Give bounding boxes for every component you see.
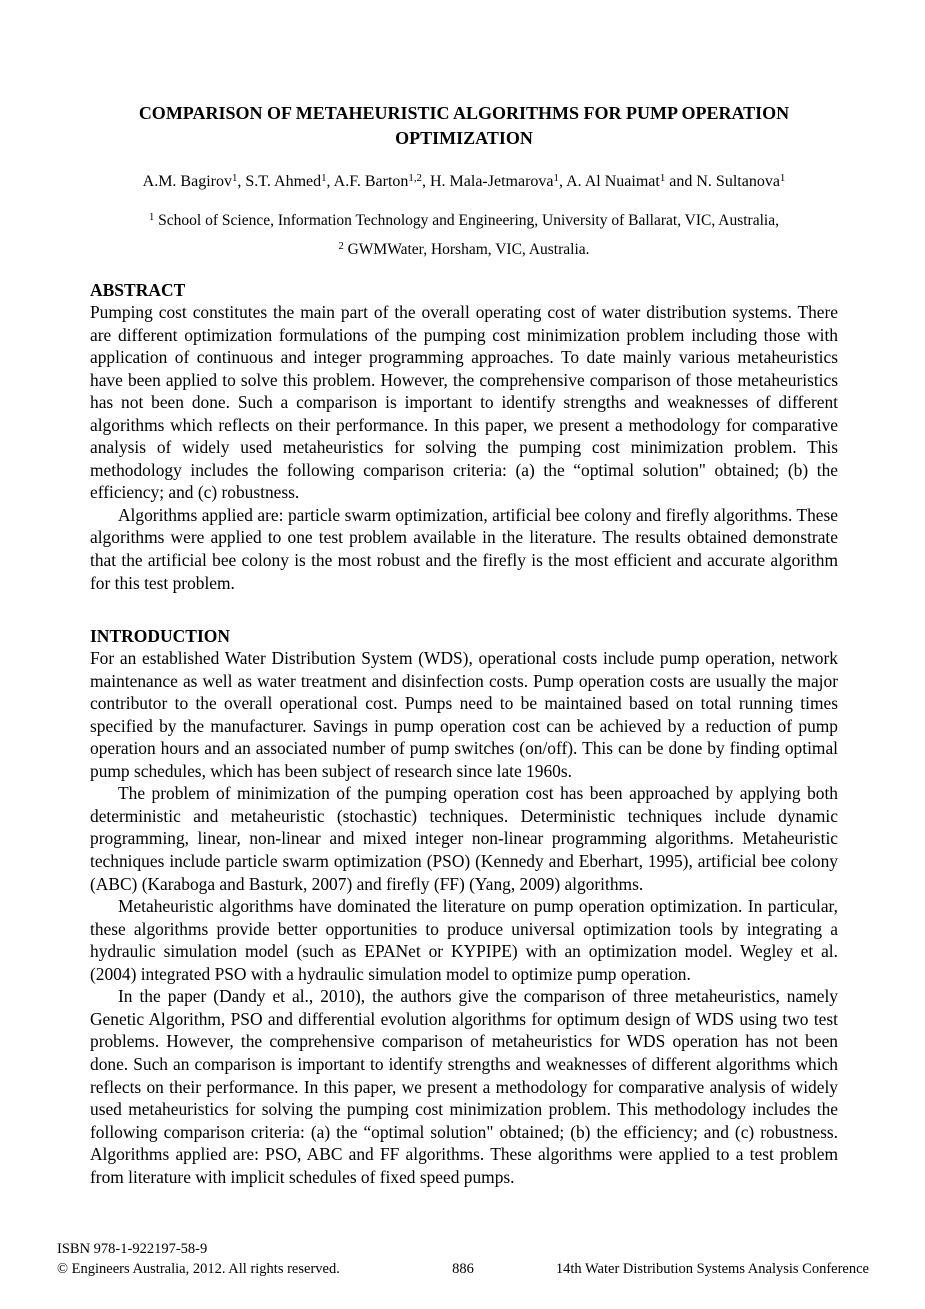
author-name: H. Mala-Jetmarova <box>429 173 554 190</box>
author <box>334 173 430 190</box>
isbn-line: ISBN 978-1-922197-58-9 <box>57 1241 208 1257</box>
page-footer <box>57 1240 869 1279</box>
author-affiliation-mark: 1 <box>321 172 327 185</box>
author-name: A. Al Nuaimat <box>566 173 660 190</box>
author-name: A.F. Barton <box>333 173 409 190</box>
author-separator: , <box>237 173 246 190</box>
introduction-paragraph: In the paper (Dandy et al., 2010), the authors give the comparison of three metaheuristics, namely Genetic Algorithm, PSO and differential evolution algorithms for optimum design of WDS using two test problems. However, the comprehensive comparison of metaheuristics for WDS operation has not been done. Such an comparison is important to identify strengths and weaknesses of different algorithms which reflects on their performance. In this paper, we present a methodology for comparative analysis of widely used metaheuristics for solving the pumping cost minimization problem. This methodology includes the following comparison criteria: (a) the “optimal solution" obtained; (b) the efficiency; and (c) robustness. Algorithms applied are: PSO, ABC and FF algorithms. These algorithms were applied to a test problem from literature with implicit schedules of fixed speed pumps. <box>90 986 838 1187</box>
author-affiliation-mark: 1 <box>779 172 786 185</box>
affiliation-2 <box>90 240 838 260</box>
abstract-heading: ABSTRACT <box>90 280 186 300</box>
author-affiliation-mark: 1 <box>231 172 238 185</box>
affiliation-text: School of Science, Information Technology and Engineering, University of Ballarat, VIC, Australia, <box>154 212 779 229</box>
page-content <box>90 0 838 1188</box>
author-separator: and <box>665 173 697 190</box>
author <box>143 173 246 190</box>
affiliation-mark: 1 <box>149 212 155 224</box>
author-name: N. Sultanova <box>696 173 780 190</box>
author-affiliation-mark: 1,2 <box>408 172 422 185</box>
affiliation-1 <box>90 211 838 231</box>
author-name: S.T. Ahmed <box>245 173 322 190</box>
affiliation-mark: 2 <box>338 241 344 253</box>
author-separator: , <box>421 173 430 190</box>
author-separator: , <box>326 173 334 190</box>
author <box>430 173 566 190</box>
author-affiliation-mark: 1 <box>659 172 666 185</box>
abstract-paragraph: Pumping cost constitutes the main part of the overall operating cost of water distribution systems. There are different optimization formulations of the pumping cost minimization problem including those with application of continuous and integer programming approaches. To date mainly various metaheuristics have been applied to solve this problem. However, the comprehensive comparison of those metaheuristics has not been done. Such a comparison is important to identify strengths and weaknesses of different algorithms which reflects on their performance. In this paper, we present a methodology for comparative analysis of widely used metaheuristics for solving the pumping cost minimization problem. This methodology includes the following comparison criteria: (a) the “optimal solution" obtained; (b) the efficiency; and (c) robustness. <box>90 302 838 503</box>
author <box>566 173 696 190</box>
author <box>245 173 333 190</box>
author-line <box>90 172 838 192</box>
affiliation-text: GWMWater, Horsham, VIC, Australia. <box>343 241 590 258</box>
introduction-heading: INTRODUCTION <box>90 626 231 647</box>
copyright-notice: © Engineers Australia, 2012. All rights reserved. <box>57 1260 340 1277</box>
author-name: A.M. Bagirov <box>142 173 232 190</box>
introduction-paragraph: For an established Water Distribution System (WDS), operational costs include pump operation, network maintenance as well as water treatment and disinfection costs. Pump operation costs are usually the major contributor to the overall operational cost. Pumps need to be maintained based on total running times specified by the manufacturer. Savings in pump operation cost can be achieved by a reduction of pump operation hours and an associated number of pump switches (on/off). This can be done by finding optimal pump schedules, which has been subject of research since late 1960s. <box>90 648 838 781</box>
introduction-paragraph: The problem of minimization of the pumping operation cost has been approached by applying both deterministic and metaheuristic (stochastic) techniques. Deterministic techniques include dynamic programming, linear, non-linear and mixed integer non-linear programming algorithms. Metaheuristic techniques include particle swarm optimization (PSO) (Kennedy and Eberhart, 1995), artificial bee colony (ABC) (Karaboga and Basturk, 2007) and firefly (FF) (Yang, 2009) algorithms. <box>90 783 838 894</box>
page-number: 886 <box>452 1260 474 1277</box>
introduction-paragraph: Metaheuristic algorithms have dominated the literature on pump operation optimization. In particular, these algorithms provide better opportunities to produce universal optimization tools by integrating a hydraulic simulation model (such as EPANet or KYPIPE) with an optimization model. Wegley et al. (2004) integrated PSO with a hydraulic simulation model to optimize pump operation. <box>90 896 838 984</box>
abstract-paragraph: Algorithms applied are: particle swarm optimization, artificial bee colony and firefly algorithms. These algorithms were applied to one test problem available in the literature. The results obtained demonstrate that the artificial bee colony is the most robust and the firefly is the most efficient and accurate algorithm for this test problem. <box>90 504 838 593</box>
author-separator: , <box>558 173 567 190</box>
author <box>696 173 785 190</box>
author-affiliation-mark: 1 <box>553 172 559 185</box>
footer-row <box>57 1260 869 1280</box>
paper-title: COMPARISON OF METAHEURISTIC ALGORITHMS FOR PUMP OPERATION OPTIMIZATION <box>138 103 790 148</box>
conference-name: 14th Water Distribution Systems Analysis Conference <box>555 1260 869 1277</box>
